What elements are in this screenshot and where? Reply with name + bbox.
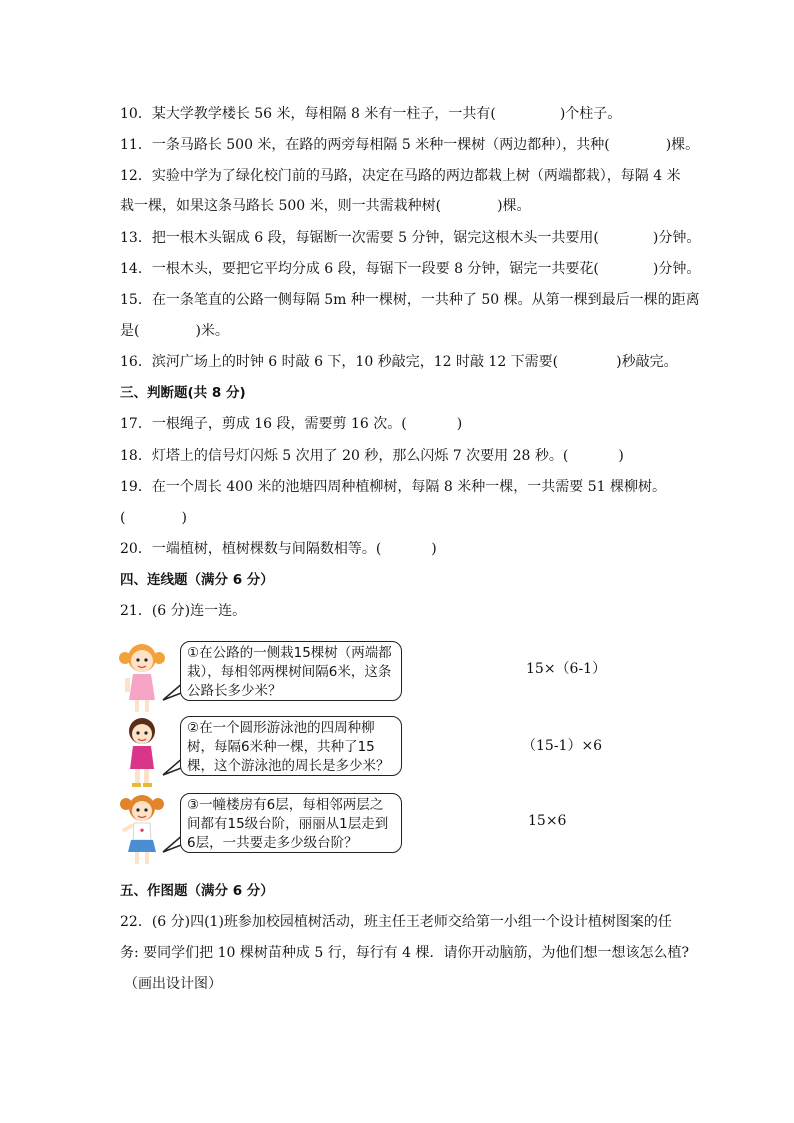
question-15-line2: 是( )米。: [120, 323, 229, 339]
match-row-1: [118, 638, 678, 716]
question-11: 11．一条马路长 500 米，在路的两旁每相隔 5 米种一棵树（两边都种），共种( )棵。: [120, 137, 700, 153]
question-18: 18．灯塔上的信号灯闪烁 5 次用了 20 秒，那么闪烁 7 次要用 28 秒。( ): [120, 448, 624, 464]
question-21: 21．(6 分)连一连。: [120, 603, 247, 619]
question-20: 20．一端植树，植树棵数与间隔数相等。( ): [120, 541, 437, 557]
question-14: 14．一根木头，要把它平均分成 6 段，每锯下一段要 8 分钟，锯完一共要花( )分钟。: [120, 261, 701, 277]
question-12-line2: 栽一棵，如果这条马路长 500 米，则一共需栽种树( )棵。: [120, 198, 531, 214]
girl-cartoon-icon: [118, 713, 166, 791]
match-row-2: [118, 713, 678, 791]
question-19-line1: 19．在一个周长 400 米的池塘四周种植柳树，每隔 8 米种一棵，一共需要 51 棵柳树。: [120, 479, 666, 495]
girl-cartoon-icon: [118, 638, 166, 716]
question-22-line1: 22．(6 分)四(1)班参加校园植树活动，班主任王老师交给第一小组一个设计植树图案的任: [120, 914, 672, 930]
question-19-line2: ( ): [120, 510, 187, 526]
section-4-title: 四、连线题（满分 6 分）: [120, 572, 274, 588]
formula-3[interactable]: 15×6: [528, 813, 567, 829]
question-15-line1: 15．在一条笔直的公路一侧每隔 5m 种一棵树，一共种了 50 棵。从第一棵到最后一棵的距离: [120, 292, 700, 308]
girl-cartoon-icon: [118, 790, 166, 868]
question-13: 13．把一根木头锯成 6 段，每锯断一次需要 5 分钟，锯完这根木头一共要用( )分钟。: [120, 230, 701, 246]
section-5-title: 五、作图题（满分 6 分）: [120, 883, 274, 899]
section-3-title: 三、判断题(共 8 分): [120, 385, 246, 401]
question-16: 16．滨河广场上的时钟 6 时敲 6 下，10 秒敲完，12 时敲 12 下需要( )秒敲完。: [120, 354, 678, 370]
question-22-line3: （画出设计图）: [124, 976, 222, 992]
question-10: 10．某大学教学楼长 56 米，每相隔 8 米有一柱子，一共有( )个柱子。: [120, 106, 622, 122]
formula-2[interactable]: （15-1）×6: [522, 738, 603, 754]
question-22-line2: 务: 要同学们把 10 棵树苗种成 5 行，每行有 4 棵．请你开动脑筋，为他们想一想该怎么植?: [120, 945, 690, 961]
speech-bubble-3: ③一幢楼房有6层，每相邻两层之间都有15级台阶，丽丽从1层走到6层，一共要走多少级台阶？: [180, 793, 402, 853]
match-row-3: [118, 790, 678, 868]
formula-1[interactable]: 15×（6-1）: [526, 661, 607, 677]
speech-bubble-1: ①在公路的一侧栽15棵树（两端都栽），每相邻两棵树间隔6米，这条公路长多少米？: [180, 641, 402, 701]
speech-bubble-2: ②在一个圆形游泳池的四周种柳树，每隔6米种一棵，共种了15棵，这个游泳池的周长是多少米？: [180, 716, 402, 776]
question-12-line1: 12．实验中学为了绿化校门前的马路，决定在马路的两边都栽上树（两端都栽），每隔 4 米: [120, 168, 681, 184]
question-17: 17．一根绳子，剪成 16 段，需要剪 16 次。( ): [120, 416, 463, 432]
